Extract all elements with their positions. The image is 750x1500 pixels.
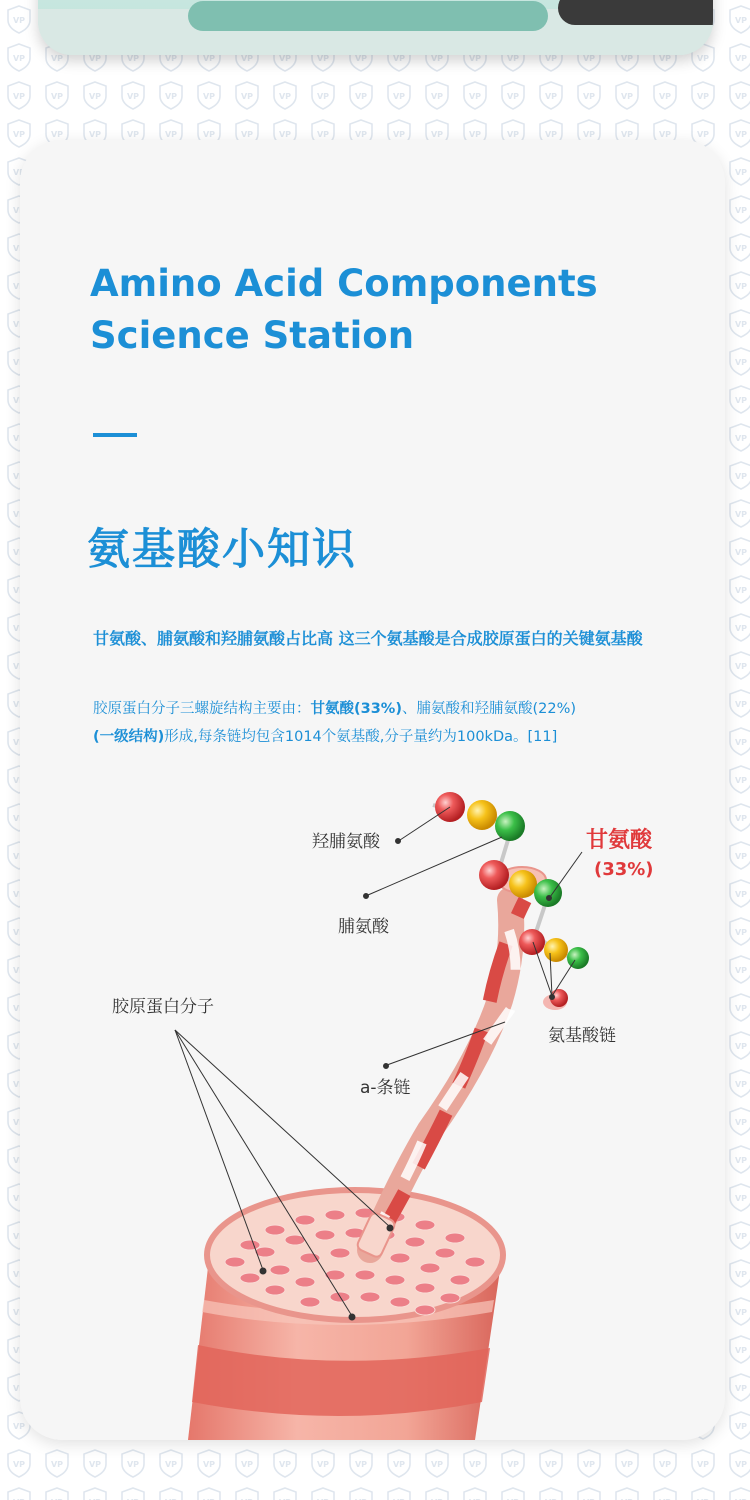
green-amino-ball	[567, 947, 589, 969]
green-amino-ball	[495, 811, 525, 841]
yellow-amino-ball	[509, 870, 537, 898]
desc-part-1: 胶原蛋白分子三螺旋结构主要由：	[93, 701, 311, 717]
label-amino-acid-chain: 氨基酸链	[548, 1026, 616, 1046]
title-line-2: Science Station	[90, 314, 415, 357]
title-line-1: Amino Acid Components	[90, 262, 598, 305]
info-card	[20, 140, 725, 1440]
yellow-amino-ball	[544, 938, 568, 962]
green-amino-ball	[534, 879, 562, 907]
section-title: 氨基酸小知识	[87, 525, 357, 575]
red-amino-ball	[519, 929, 545, 955]
desc-bold-2: (一级结构)	[93, 729, 165, 745]
section-subtitle: 甘氨酸、脯氨酸和羟脯氨酸占比高 这三个氨基酸是合成胶原蛋白的关键氨基酸	[93, 629, 643, 648]
label-glycine-percent: (33%)	[594, 859, 654, 880]
collagen-fiber	[188, 1190, 503, 1440]
header-photo	[38, 0, 713, 55]
label-hydroxyproline: 羟脯氨酸	[312, 832, 380, 852]
label-collagen-molecule: 胶原蛋白分子	[112, 997, 214, 1017]
yellow-amino-ball	[467, 800, 497, 830]
desc-bold-1: 甘氨酸(33%)	[310, 701, 402, 717]
collagen-diagram	[20, 140, 725, 1440]
desc-part-3: 形成,每条链均包含1014个氨基酸,分子量约为100kDa。[11]	[164, 729, 558, 745]
yoga-mat	[188, 1, 548, 31]
desc-part-2: 、脯氨酸和羟脯氨酸(22%)	[401, 701, 577, 717]
label-proline: 脯氨酸	[338, 917, 389, 937]
red-amino-ball	[479, 860, 509, 890]
label-alpha-chain: a-条链	[360, 1078, 411, 1098]
label-glycine: 甘氨酸	[586, 828, 653, 853]
